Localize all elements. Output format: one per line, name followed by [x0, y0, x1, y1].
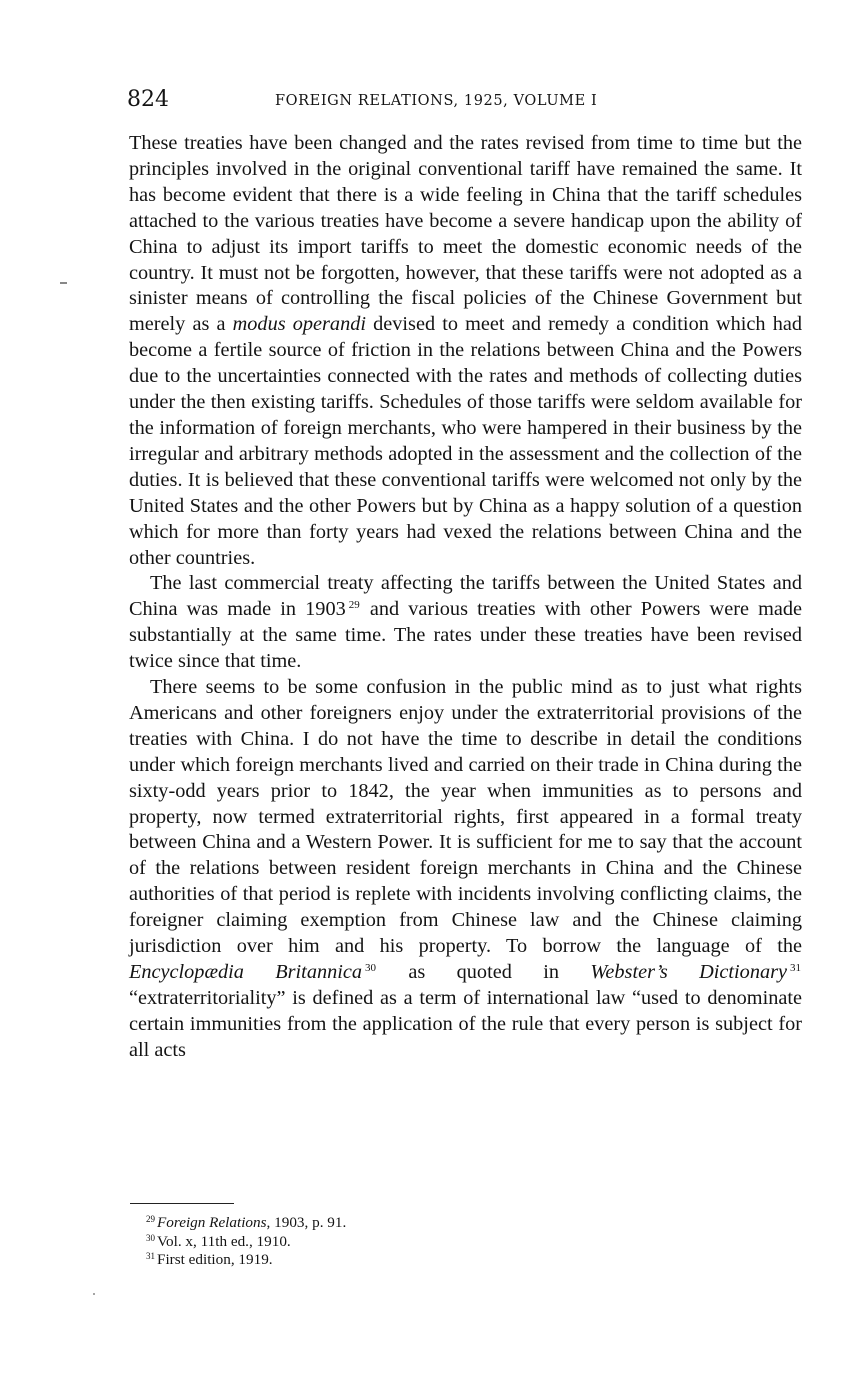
running-head [127, 86, 803, 116]
text-segment: The last commercial treaty affecting the tariffs between the United States and China was made in 1903 [129, 572, 802, 621]
footnote-31 [146, 1251, 746, 1270]
italic-phrase: modus operandi [232, 313, 366, 336]
footnote-marker: 30 [146, 1232, 155, 1243]
italic-title: Encyclopædia Britannica [129, 961, 363, 983]
footnotes [146, 1214, 746, 1270]
paragraph-tariff-treaties [129, 131, 802, 571]
footnote-rule [130, 1203, 234, 1204]
footnote-ref-30[interactable]: 30 [365, 962, 377, 974]
paragraph-commercial-treaty [129, 571, 802, 675]
text-segment: devised to meet and remedy a condition which had become a fertile source of friction in the relations between China and the Powers due to the uncertainties connected with the rates and methods of collecting duties under the then existing tariffs. Schedules of those tariffs were seldom available for the information of foreign merchants, who were hampered in their business by the irregular and arbitrary methods adopted in the assessment and the collection of the duties. It is believed that these conventional tariffs were welcomed not only by the United States and the other Powers but by China as a happy solution of a question which for more than forty years had vexed the relations between China and the other countries. [129, 313, 802, 569]
footnote-marker: 29 [146, 1214, 155, 1224]
footnote-ref-31[interactable]: 31 [790, 962, 801, 974]
footnote-ref-29[interactable]: 29 [348, 599, 360, 612]
footnote-30 [146, 1233, 746, 1252]
scan-speck [93, 1293, 95, 1295]
margin-mark [60, 282, 67, 284]
footnote-text: , 1903, p. 91. [266, 1214, 347, 1231]
footnote-text: First edition, 1919. [157, 1251, 273, 1268]
page-number: 824 [127, 87, 169, 112]
text-segment: There seems to be some confusion in the public mind as to just what rights Americans and other foreigners enjoy under the extraterritorial provisions of the treaties with China. I do not have the time to describe in detail the conditions under which foreign merchants lived and carried on their trade in China during the sixty-odd years prior to 1842, the year when immunities as to persons and property, now termed extraterritorial rights, first appeared in a formal treaty between China and a Western Power. It is sufficient for me to say that the account of the relations between resident foreign merchants in China and the Chinese authorities of that period is replete with incidents involving conflicting claims, the foreigner claiming exemption from Chinese law and the Chinese claiming jurisdiction over him and his property. To borrow the language of the [129, 676, 802, 958]
footnote-29 [146, 1214, 746, 1233]
text-segment: These treaties have been changed and the rates revised from time to time but the principles involved in the original conventional tariff have remained the same. It has become evident that there is a wide feeling in China that the tariff schedules attached to the various treaties have become a severe handicap upon the ability of China to adjust its import tariffs to meet the domestic economic needs of the country. It must not be forgotten, however, that these tariffs were not adopted as a sinister means of controlling the fiscal policies of the Chinese Government but merely as a [129, 132, 802, 336]
paragraph-extraterritoriality [129, 675, 802, 1064]
text-segment: “extraterritoriality” is defined as a term of international law “used to denominate certain immunities from the application of the rule that every person is subject for all acts [129, 986, 802, 1061]
footnote-text: Vol. x, 11th ed., 1910. [157, 1232, 291, 1250]
running-title: FOREIGN RELATIONS, 1925, VOLUME I [275, 93, 598, 109]
footnote-marker: 31 [146, 1251, 155, 1261]
body-text [129, 131, 802, 1064]
text-segment: as quoted in [377, 961, 591, 983]
text-segment: and various treaties with other Powers were made substantially at the same time. The rates under these treaties have been revised twice since that time. [129, 598, 803, 673]
italic-title: Webster’s Dictionary [590, 961, 787, 983]
footnote-italic: Foreign Relations [157, 1214, 267, 1231]
